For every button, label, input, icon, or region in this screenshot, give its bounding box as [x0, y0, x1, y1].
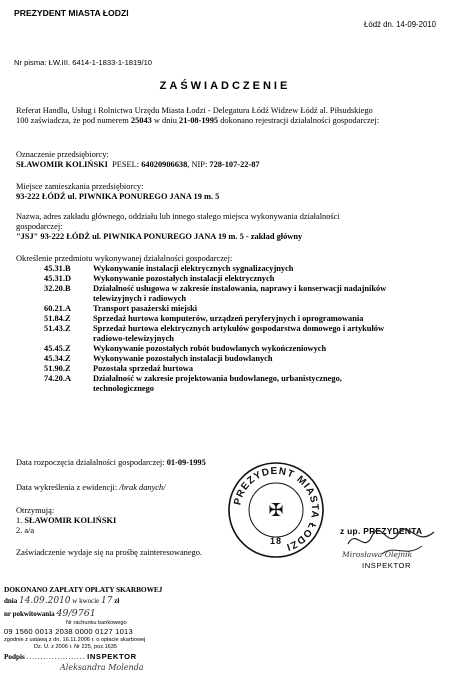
round-stamp-number: 18 [269, 536, 283, 546]
fee-amount: 17 [101, 596, 113, 606]
residence-label: Miejsce zamieszkania przedsiębiorcy: [16, 182, 144, 191]
activity-row [0, 264, 450, 274]
fee-stamp-inspector: INSPEKTOR [87, 652, 137, 661]
intro-paragraph [16, 106, 438, 126]
fee-stamp-bank-label: Nr rachunku bankowego [66, 620, 127, 626]
signatory-role: INSPEKTOR [362, 561, 412, 570]
fee-payment-stamp [4, 586, 184, 674]
fee-payment-date: 14.09.2010 [18, 596, 71, 606]
official-round-stamp [226, 460, 326, 560]
fee-stamp-header: DOKONANO ZAPŁATY OPŁATY SKARBOWEJ [4, 585, 163, 594]
activity-code: 74.20.A [44, 374, 71, 383]
signature-title-stamp: z up. PREZYDENTA [340, 526, 423, 536]
fee-stamp-receipt-line: nr pokwitowania 49/9761 [4, 608, 96, 619]
activities-label: Określenie przedmiotu wykonywanej działalności gospodarczej: [16, 254, 233, 263]
signatory-name: Mirosława Olejnik [342, 550, 413, 559]
business-block [16, 212, 438, 242]
start-date-value: 01-09-1995 [166, 458, 206, 467]
deletion-date-value: /brak danych/ [119, 483, 166, 492]
activity-description: Działalność w zakresie projektowania budowlanego, urbanistycznego, technologicznego [93, 374, 342, 394]
start-date-line: Data rozpoczęcia działalności gospodarczej: 01-09-1995 [16, 458, 206, 467]
recipient-1: 1. SŁAWOMIR KOLIŃSKI [16, 516, 117, 526]
activity-code: 51.90.Z [44, 364, 71, 373]
business-value: "JSJ" 93-222 ŁÓDŹ ul. PIWNIKA PONUREGO JANA 19 m. 5 - zakład główny [16, 232, 303, 242]
activity-row [0, 364, 450, 374]
registration-number: 25043 [130, 116, 152, 126]
activity-description: Sprzedaż hurtowa elektrycznych artykułów gospodarstwa domowego i artykułów radiowo-telewizyjnych [93, 324, 385, 344]
entrepreneur-block [16, 150, 438, 170]
activity-code: 45.45.Z [44, 344, 71, 353]
activity-row [0, 374, 450, 394]
recipient-2: 2. a/a [16, 526, 35, 536]
activity-row [0, 274, 450, 284]
deletion-date-line: Data wykreślenia z ewidencji: /brak danych/ [16, 483, 166, 492]
activity-row [0, 284, 450, 304]
receipt-number: 49/9761 [56, 608, 96, 619]
fee-stamp-journal-ref: Dz. U. z 2006 r. Nr 225, poz.1635 [34, 644, 118, 650]
activity-description: Wykonywanie pozostałych robót budowlanych wykończeniowych [93, 344, 327, 353]
activity-description: Wykonywanie pozostałych instalacji budowlanych [93, 354, 273, 363]
activity-code: 60.21.A [44, 304, 71, 313]
document-title: ZAŚWIADCZENIE [159, 80, 291, 92]
issuer-header: PREZYDENT MIASTA ŁODZI [14, 8, 129, 18]
activity-description: Wykonywanie instalacji elektrycznych sygnalizacyjnych [93, 264, 294, 273]
residence-value: 93-222 ŁÓDŹ ul. PIWNIKA PONUREGO JANA 19 m. 5 [16, 192, 220, 202]
intro-line-2: 100 zaświadcza, że pod numerem 25043 w dniu 21-08-1995 dokonano rejestracji działalności gospodarczej: [16, 116, 380, 126]
activity-description: Pozostała sprzedaż hurtowa [93, 364, 194, 373]
fee-stamp-date-line: dnia 14.09.2010 w kwocie 17 zł [4, 596, 120, 606]
activities-list [0, 264, 450, 464]
intro-line-1: Referat Handlu, Usług i Rolnictwa Urzędu Miasta Łodzi - Delegatura Łódź Widzew Łódź al. Piłsudskiego [16, 106, 373, 115]
activity-row [0, 314, 450, 324]
footer-note: Zaświadczenie wydaje się na prośbę zainteresowanego. [16, 548, 203, 557]
activity-description: Wykonywanie pozostałych instalacji elektrycznych [93, 274, 275, 283]
activity-row [0, 304, 450, 314]
activity-code: 51.43.Z [44, 324, 71, 333]
recipients-label: Otrzymują: [16, 506, 55, 515]
activity-row [0, 344, 450, 354]
fee-stamp-signature-line: Podpis ..................... INSPEKTOR [4, 652, 137, 661]
entrepreneur-line: SŁAWOMIR KOLIŃSKI PESEL: 64020906638, NIP: 728-107-22-87 [16, 160, 260, 170]
nip-value: 728-107-22-87 [209, 160, 260, 170]
activity-description: Działalność usługowa w zakresie instalowania, naprawy i konserwacji nadajników telewizyjnych i radiowych [93, 284, 387, 304]
activity-code: 51.84.Z [44, 314, 71, 323]
round-stamp-text: PREZYDENT MIASTA ŁODZI [232, 465, 321, 553]
activity-code: 45.31.D [44, 274, 71, 283]
activity-row [0, 354, 450, 364]
signature-block [338, 524, 446, 578]
fee-stamp-signatory: Aleksandra Molenda [60, 663, 144, 672]
activity-description: Transport pasażerski miejski [93, 304, 198, 313]
reference-number: Nr pisma: ŁW.III. 6414-1-1833-1-1819/10 [14, 58, 153, 67]
activity-code: 45.31.B [44, 264, 71, 273]
fee-stamp-bank-account: 09 1560 0013 2038 0000 0127 1013 [4, 627, 133, 636]
activity-description: Sprzedaż hurtowa komputerów, urządzeń peryferyjnych i oprogramowania [93, 314, 364, 323]
activity-code: 45.34.Z [44, 354, 71, 363]
round-stamp-icon [226, 460, 326, 560]
registration-date: 21-08-1995 [179, 116, 219, 126]
residence-block [16, 182, 438, 202]
fee-stamp-legal-basis: zgodnie z ustawą z dn. 16.11.2006 r. o opłacie skarbowej [4, 637, 146, 643]
entrepreneur-name: SŁAWOMIR KOLIŃSKI [16, 160, 108, 170]
place-date: Łódź dn. 14-09-2010 [364, 20, 436, 29]
business-label-2: gospodarczej: [16, 222, 63, 232]
activity-code: 32.20.B [44, 284, 71, 293]
business-label-1: Nazwa, adres zakładu głównego, oddziału lub innego stałego miejsca wykonywania działalności [16, 212, 340, 221]
activity-row [0, 324, 450, 344]
entrepreneur-label: Oznaczenie przedsiębiorcy: [16, 150, 109, 159]
pesel-value: 64020906638 [141, 160, 188, 170]
eagle-emblem-icon: ✠ [268, 500, 284, 521]
